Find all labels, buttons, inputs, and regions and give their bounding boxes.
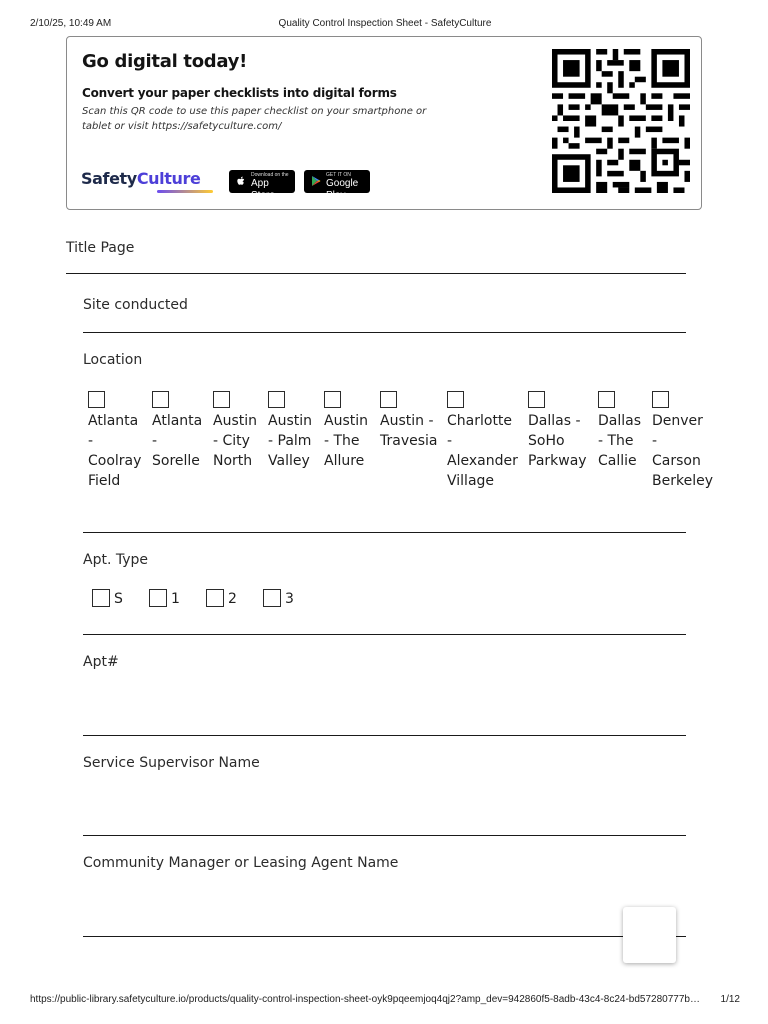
print-page-number: 1/12 — [720, 994, 740, 1005]
floating-action-button[interactable] — [623, 907, 676, 963]
location-checkbox[interactable] — [598, 391, 615, 408]
brand-word-culture: Culture — [136, 169, 201, 188]
apt-type-checkbox[interactable] — [149, 589, 167, 607]
app-store-badge[interactable] — [229, 170, 295, 201]
location-option[interactable] — [213, 391, 257, 471]
promo-banner — [66, 36, 702, 210]
manager-name-line[interactable] — [83, 936, 686, 937]
location-label: Location — [83, 352, 143, 368]
location-checkbox[interactable] — [88, 391, 105, 408]
qr-code[interactable] — [552, 49, 690, 193]
logo-underline — [157, 190, 213, 193]
app-store-big-text: App Store — [251, 178, 275, 201]
location-option-label: Austin - The Allure — [324, 413, 368, 469]
location-option[interactable] — [152, 391, 202, 471]
apt-number-line[interactable] — [83, 735, 686, 736]
location-option-label: Dallas - SoHo Parkway — [528, 413, 587, 469]
print-date: 2/10/25, 10:49 AM — [30, 18, 112, 29]
print-header — [30, 18, 740, 32]
google-play-small-text: GET IT ON — [326, 172, 351, 178]
site-conducted-label: Site conducted — [83, 297, 188, 313]
supervisor-name-label: Service Supervisor Name — [83, 755, 260, 771]
google-play-badge[interactable] — [304, 170, 370, 201]
location-option[interactable] — [88, 391, 141, 491]
location-option[interactable] — [324, 391, 368, 471]
location-option[interactable] — [528, 391, 587, 471]
location-checkbox[interactable] — [447, 391, 464, 408]
location-option[interactable] — [268, 391, 312, 471]
apt-type-divider — [83, 634, 686, 635]
section-divider — [66, 273, 686, 274]
apt-type-option-label: 2 — [228, 591, 237, 607]
print-url: https://public-library.safetyculture.io/products/quality-control-inspection-sheet-oyk9pqeemjoq4qj2?amp_dev=942860f5-8adb-43c4-8c24-bd57280777b… — [30, 994, 700, 1005]
apt-number-label: Apt# — [83, 654, 119, 670]
google-play-big-text: Google Play — [326, 178, 359, 201]
location-option-label: Austin - Palm Valley — [268, 413, 312, 469]
location-divider — [83, 532, 686, 533]
location-option-label: Austin - City North — [213, 413, 257, 469]
safetyculture-logo[interactable] — [81, 169, 200, 188]
apt-type-checkbox[interactable] — [263, 589, 281, 607]
apt-type-option-label: 3 — [285, 591, 294, 607]
location-option[interactable] — [447, 391, 518, 491]
print-footer — [30, 994, 740, 1008]
apple-icon — [235, 175, 247, 187]
location-option[interactable] — [380, 391, 438, 451]
location-checkbox[interactable] — [152, 391, 169, 408]
promo-description: Scan this QR code to use this paper checklist on your smartphone or tablet or visit https://safetyculture.com/ — [82, 106, 427, 132]
location-option-label: Atlanta - Sorelle — [152, 413, 203, 469]
location-checkbox[interactable] — [652, 391, 669, 408]
apt-type-checkbox[interactable] — [206, 589, 224, 607]
location-checkbox[interactable] — [380, 391, 397, 408]
brand-word-safety: Safety — [81, 169, 137, 188]
location-checkbox[interactable] — [213, 391, 230, 408]
promo-headline: Go digital today! — [82, 51, 247, 72]
location-option-label: Austin - Travesia — [380, 413, 438, 449]
print-page-title: Quality Control Inspection Sheet - SafetyCulture — [278, 18, 492, 29]
apt-type-label: Apt. Type — [83, 552, 149, 568]
site-conducted-line[interactable] — [83, 332, 686, 333]
manager-name-label: Community Manager or Leasing Agent Name — [83, 855, 399, 871]
location-checkbox[interactable] — [528, 391, 545, 408]
location-option-label: Dallas - The Callie — [598, 413, 642, 469]
apt-type-option-label: S — [114, 591, 123, 607]
promo-subheadline: Convert your paper checklists into digital forms — [82, 86, 397, 100]
location-checkbox[interactable] — [324, 391, 341, 408]
location-option-label: Atlanta - Coolray Field — [88, 413, 142, 489]
section-title: Title Page — [66, 240, 135, 256]
location-option[interactable] — [598, 391, 641, 471]
google-play-icon — [310, 175, 322, 187]
location-option-label: Charlotte - Alexander Village — [447, 413, 518, 489]
apt-type-checkbox[interactable] — [92, 589, 110, 607]
location-option-clipped[interactable] — [640, 380, 713, 510]
app-store-small-text: Download on the — [251, 172, 289, 178]
supervisor-name-line[interactable] — [83, 835, 686, 836]
location-option-label: Denver - Carson Berkeley — [652, 413, 713, 489]
apt-type-option-label: 1 — [171, 591, 180, 607]
location-checkbox[interactable] — [268, 391, 285, 408]
